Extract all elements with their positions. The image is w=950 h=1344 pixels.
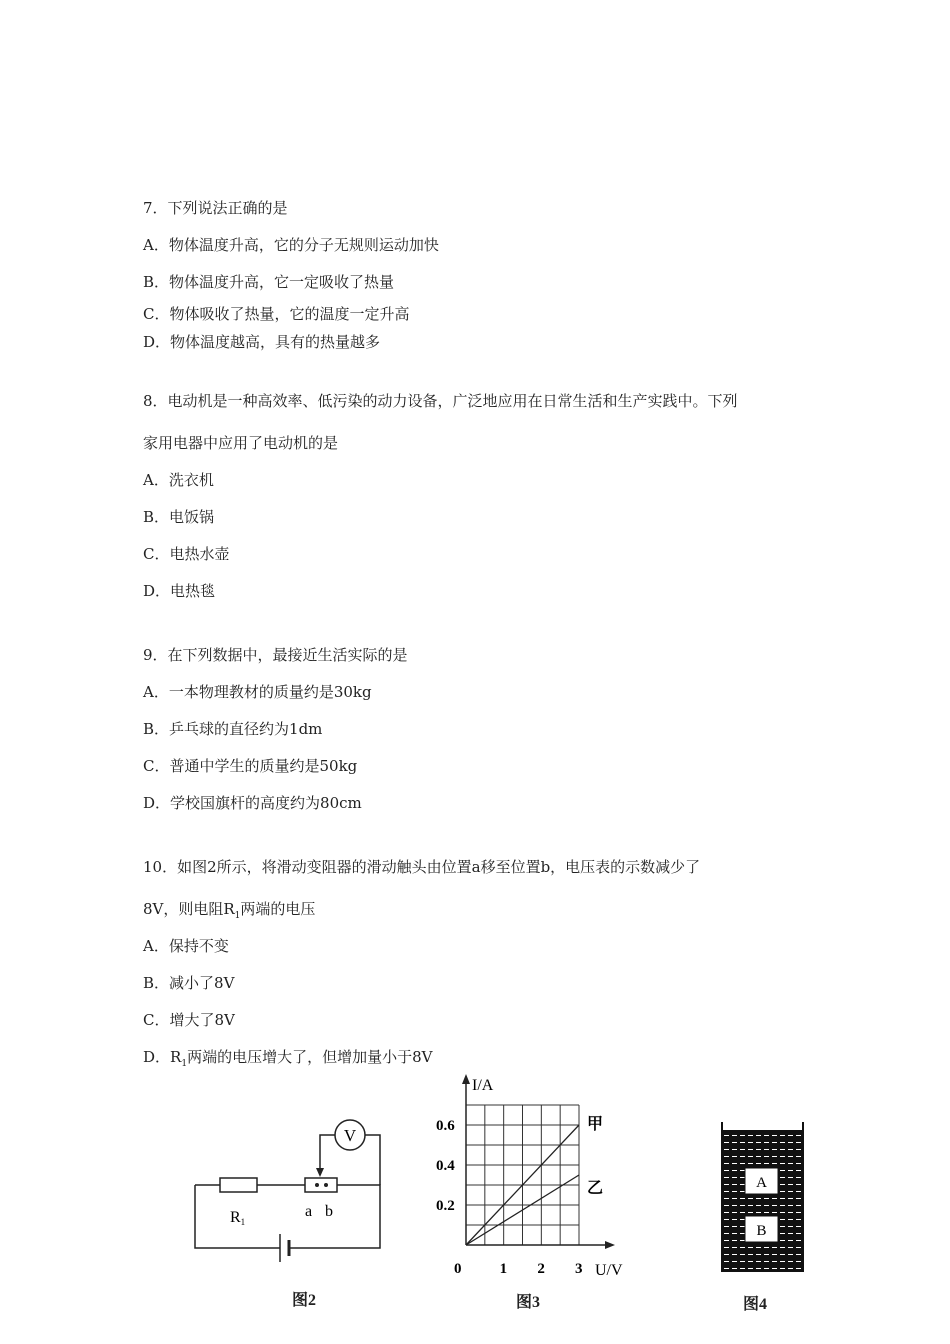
voltmeter-label: V xyxy=(343,1126,357,1145)
q7-option-a: A．物体温度升高，它的分子无规则运动加快 xyxy=(143,236,439,254)
q10-stem-line2: 8V，则电阻$R_1$两端的电压 xyxy=(143,900,316,921)
series-label-0: 甲 xyxy=(587,1116,604,1133)
y-axis-arrow-icon xyxy=(462,1074,470,1084)
x-axis-label: U/V xyxy=(595,1262,623,1279)
figure-2-caption: 图2 xyxy=(292,1292,317,1309)
q9-stem: 9．在下列数据中，最接近生活实际的是 xyxy=(143,646,408,664)
resistor-label: R1 xyxy=(230,1209,246,1227)
figure-4-container xyxy=(715,1118,810,1276)
q8-stem-line1: 8．电动机是一种高效率、低污染的动力设备，广泛地应用在日常生活和生产实践中。下列 xyxy=(143,392,738,410)
figure-4-caption: 图4 xyxy=(743,1296,768,1313)
q10-option-c: C．增大了8V xyxy=(143,1011,235,1029)
block-a-label: A xyxy=(756,1175,767,1191)
q9-option-c: C．普通中学生的质量约是50kg xyxy=(143,757,358,775)
q9-option-d: D．学校国旗杆的高度约为80cm xyxy=(143,794,362,812)
q9-option-a: A．一本物理教材的质量约是30kg xyxy=(143,683,372,701)
x-tick-label: 3 xyxy=(575,1261,583,1277)
water xyxy=(722,1130,803,1270)
q10-option-a: A．保持不变 xyxy=(143,937,229,955)
q8-option-b: B．电饭锅 xyxy=(143,508,215,526)
q7-stem: 7．下列说法正确的是 xyxy=(143,199,288,217)
q8-option-c: C．电热水壶 xyxy=(143,545,230,563)
x-tick-label: 2 xyxy=(537,1261,545,1277)
block-b-label: B xyxy=(756,1223,767,1239)
slider-arrow-icon xyxy=(316,1168,324,1177)
q7-option-c: C．物体吸收了热量，它的温度一定升高 xyxy=(143,305,410,323)
q8-option-a: A．洗衣机 xyxy=(143,471,214,489)
q7-option-d: D．物体温度越高，具有的热量越多 xyxy=(143,333,381,351)
q10-stem-line1: 10．如图2所示，将滑动变阻器的滑动触头由位置a移至位置b，电压表的示数减少了 xyxy=(143,858,701,876)
y-tick-label: 0.4 xyxy=(436,1158,455,1174)
figure-2-circuit xyxy=(185,1110,395,1280)
y-tick-label: 0.2 xyxy=(436,1198,455,1214)
resistor-r1 xyxy=(220,1178,257,1192)
y-tick-label: 0.6 xyxy=(436,1118,455,1134)
figure-3-caption: 图3 xyxy=(516,1294,541,1311)
q10-option-d: D．$R_1$两端的电压增大了，但增加量小于8V xyxy=(143,1048,433,1069)
slide-rheostat xyxy=(305,1178,337,1192)
series-label-1: 乙 xyxy=(587,1180,604,1197)
q7-option-b: B．物体温度升高，它一定吸收了热量 xyxy=(143,273,395,291)
q10-option-b: B．减小了8V xyxy=(143,974,235,992)
contact-a-label: a xyxy=(305,1203,313,1220)
figure-3-chart xyxy=(425,1070,645,1285)
x-tick-label: 0 xyxy=(454,1261,462,1277)
x-axis-arrow-icon xyxy=(605,1241,615,1249)
contact-b-label: b xyxy=(325,1203,333,1220)
q8-option-d: D．电热毯 xyxy=(143,582,216,600)
q8-stem-line2: 家用电器中应用了电动机的是 xyxy=(143,434,339,452)
y-axis-label: I/A xyxy=(472,1077,494,1094)
x-tick-label: 1 xyxy=(499,1261,508,1277)
q9-option-b: B．乒乓球的直径约为1dm xyxy=(143,720,323,738)
chart-grid xyxy=(466,1105,579,1245)
